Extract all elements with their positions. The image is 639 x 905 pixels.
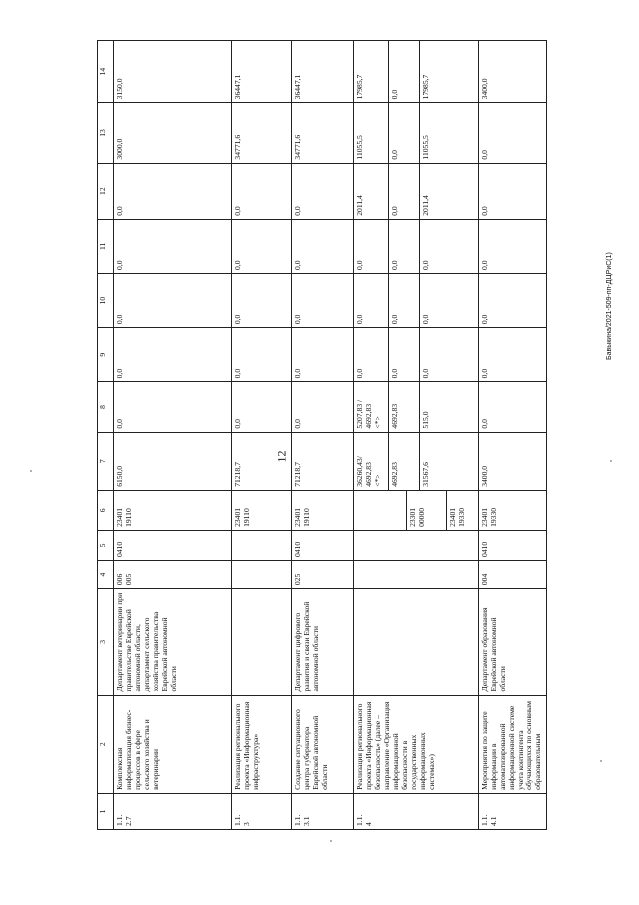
section-code: 0410 xyxy=(478,530,546,560)
value-total: 31567,6 xyxy=(419,433,431,490)
value-year: 0,0 xyxy=(232,382,292,432)
activity-name: Реализация регионального проекта «Информационная инфраструктура» xyxy=(232,695,292,793)
value-year: 0,0 xyxy=(292,328,354,382)
row-number: 1.1. 3.1 xyxy=(292,793,354,829)
value-year: 0,0 xyxy=(419,220,431,273)
value-year: 0,0 xyxy=(355,314,364,325)
responsible-executor: Департамент ветеринарии при правительстве Еврейской автономной области, департамент сельского хозяйства правительства Еврейской автономной области xyxy=(114,589,232,695)
value-year: 0,0 xyxy=(114,273,232,327)
value-total: 71218,7 xyxy=(232,432,292,490)
value-year: 0,0 xyxy=(478,103,546,163)
value-year: 0,0 xyxy=(388,164,417,219)
value-year: 0,0 xyxy=(355,368,364,379)
row-number: 1.1. 2.7 xyxy=(114,793,232,829)
column-header: 11 xyxy=(98,219,114,273)
value-year: 17985,7 xyxy=(355,74,364,100)
table-row xyxy=(478,41,546,830)
activity-name: Создание ситуационного центра губернатора Еврейской автономной области xyxy=(292,695,354,793)
rotated-budget-table xyxy=(97,40,543,830)
value-year: 0,0 xyxy=(292,382,354,432)
value-total: 3400,0 xyxy=(478,432,546,490)
target-code: 23401 19110 xyxy=(292,490,354,530)
value-year: 0,0 xyxy=(478,219,546,273)
column-header: 7 xyxy=(98,432,114,490)
value-year: 0,0 xyxy=(114,382,232,432)
value-year: 4692,83 xyxy=(388,382,417,431)
table-row xyxy=(354,41,479,830)
value-year: 11055,5 xyxy=(355,135,364,160)
column-header: 10 xyxy=(98,273,114,327)
document-footer-code: Бавыкина/2021-509-пп-ДЦРиС(1) xyxy=(606,252,613,360)
target-code: 23401 19330 xyxy=(478,490,546,530)
value-year: 0,0 xyxy=(232,219,292,273)
value-year: 515,0 xyxy=(419,382,431,431)
value-year: 0,0 xyxy=(114,328,232,382)
grbs-code: 004 xyxy=(478,561,546,589)
section-code: 0410 xyxy=(114,530,232,560)
value-year: 0,0 xyxy=(478,273,546,327)
value-total: 71218,7 xyxy=(292,432,354,490)
scan-speck xyxy=(600,760,602,762)
value-year: 11055,5 xyxy=(419,103,431,162)
section-code xyxy=(232,530,292,560)
value-year: 2011,4 xyxy=(419,164,431,219)
column-header: 1 xyxy=(98,793,114,829)
grbs-code: 025 xyxy=(292,561,354,589)
column-header: 3 xyxy=(98,589,114,695)
column-header: 9 xyxy=(98,328,114,382)
section-code: 0410 xyxy=(292,530,354,560)
budget-table xyxy=(97,40,547,830)
column-header: 12 xyxy=(98,163,114,219)
column-header: 6 xyxy=(98,490,114,530)
target-code: 23401 19110 xyxy=(232,490,292,530)
value-year: 36447,1 xyxy=(232,41,292,103)
column-header: 5 xyxy=(98,530,114,560)
target-code xyxy=(365,494,395,527)
header-row xyxy=(98,41,114,830)
table-row xyxy=(292,41,354,830)
table-row xyxy=(232,41,292,830)
scan-speck xyxy=(30,470,32,472)
activity-name: Реализация регионального проекта «Информационная безопасность» (далее – направление «Организация информационной безопасности в государственных информационных системах») xyxy=(354,695,479,793)
value-total: 4692,83 xyxy=(388,433,417,490)
table-row xyxy=(114,41,232,830)
target-code: 23401 19110 xyxy=(114,490,232,530)
value-year: 3150,0 xyxy=(114,41,232,103)
row-number: 1.1. 4.1 xyxy=(478,793,546,829)
activity-name: Мероприятия по защите информации в автоматизированной информационной системе учета контингента обучающихся по основным образовательным xyxy=(478,695,546,793)
responsible-executor: Департамент образования Еврейской автономной области xyxy=(478,589,546,695)
value-year: 5207,83 / 4692,83 <*> xyxy=(355,399,382,429)
value-year: 0,0 xyxy=(292,273,354,327)
scan-speck xyxy=(330,840,332,842)
page-number: 12 xyxy=(274,450,289,463)
value-year: 0,0 xyxy=(388,103,417,162)
value-year: 34771,6 xyxy=(292,103,354,163)
value-year: 3400,0 xyxy=(478,41,546,103)
column-header: 8 xyxy=(98,382,114,432)
value-year: 0,0 xyxy=(292,163,354,219)
value-year: 0,0 xyxy=(419,274,431,327)
activity-name: Комплексная информатизация бизнес-процессов в сфере сельского хозяйства и ветеринарии xyxy=(114,695,232,793)
grbs-code xyxy=(232,561,292,589)
target-code: 23401 19330 xyxy=(446,491,467,530)
value-year: 34771,6 xyxy=(232,103,292,163)
value-year: 0,0 xyxy=(355,260,364,270)
value-year: 3000,0 xyxy=(114,103,232,163)
value-year: 0,0 xyxy=(232,328,292,382)
grbs-code xyxy=(354,561,479,589)
value-year: 0,0 xyxy=(419,328,431,381)
value-year: 0,0 xyxy=(232,273,292,327)
value-year: 0,0 xyxy=(114,219,232,273)
scan-speck xyxy=(610,460,612,462)
value-year: 0,0 xyxy=(114,163,232,219)
value-total: 36260,43/ 4692,83 <*> xyxy=(355,456,382,487)
column-header: 4 xyxy=(98,561,114,589)
grbs-code: 006 005 xyxy=(114,561,232,589)
value-total: 6150,0 xyxy=(114,432,232,490)
column-header: 14 xyxy=(98,41,114,103)
value-year: 2011,4 xyxy=(355,195,364,216)
section-code xyxy=(354,530,479,560)
value-year: 0,0 xyxy=(232,163,292,219)
row-number: 1.1. 4 xyxy=(354,793,479,829)
value-year: 36447,1 xyxy=(292,41,354,103)
target-code: 23301 00000 xyxy=(406,491,435,530)
value-year: 0,0 xyxy=(388,220,417,273)
value-year: 0,0 xyxy=(292,219,354,273)
value-year: 0,0 xyxy=(388,328,417,381)
value-year: 0,0 xyxy=(388,274,417,327)
value-year: 17985,7 xyxy=(419,41,431,102)
value-year: 0,0 xyxy=(478,382,546,432)
row-number: 1.1. 3 xyxy=(232,793,292,829)
value-year: 0,0 xyxy=(478,328,546,382)
responsible-executor: Департамент цифрового развития и связи Еврейской автономной области xyxy=(292,589,354,695)
value-year: 0,0 xyxy=(388,41,417,102)
value-year: 0,0 xyxy=(478,163,546,219)
column-header: 2 xyxy=(98,695,114,793)
responsible-executor xyxy=(232,589,292,695)
column-header: 13 xyxy=(98,103,114,163)
responsible-executor xyxy=(354,589,479,695)
